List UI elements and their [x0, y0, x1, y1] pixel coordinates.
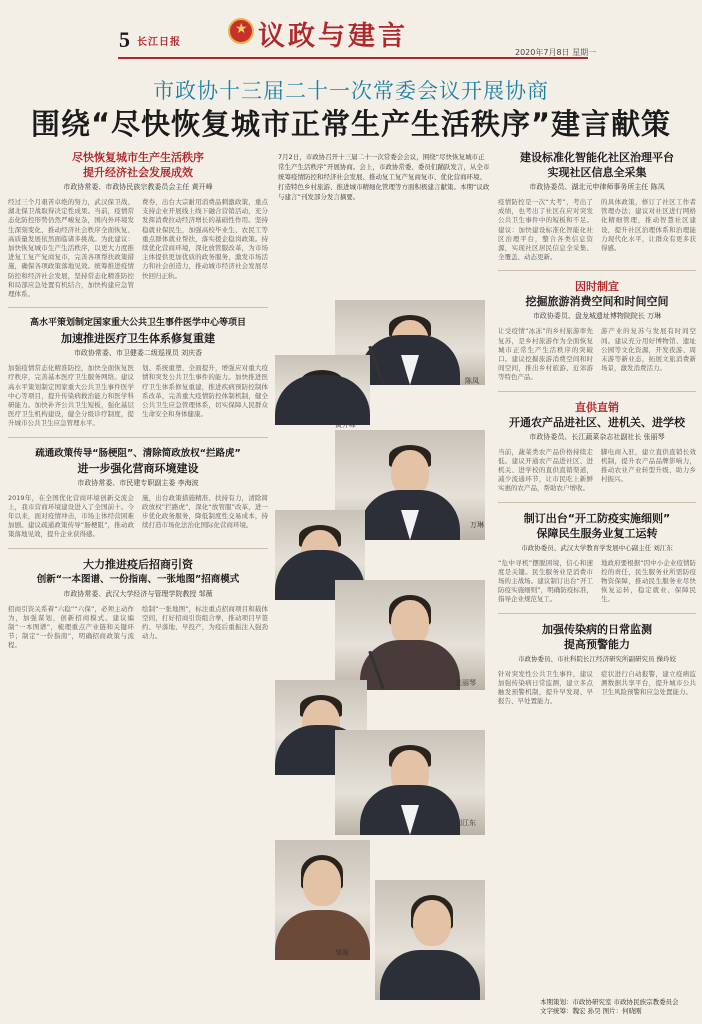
article-body: 招商引资关系着“六稳”“六保”，必须主动作为，加强谋划，创新招商模式。建议编制“一本图谱”，梳理重点产业链和关键环节；制定“一份指南”，明确招商政策与流程。 [8, 604, 134, 650]
article-body: 费券，出台大宗耐用消费品刺激政策，重点支持企业开展线上线下融合营销活动，充分发挥消费拉动经济增长的基础性作用。坚持稳就业保民生，加强高校毕业生、农民工等重点群体就业帮扶，落实援企稳岗政策。持续优化营商环境，深化放管服改革，为市场主体提供更加优质的政务服务，激发市场活力和社会创造力，推动城市经济社会发展尽快回归正轨。 [142, 198, 268, 280]
article-byline: 市政协常委、市卫健委二级巡视员 刘庆香 [73, 349, 203, 358]
article-body: 的具体政策，修订了社区工作者管理办法；建议对社区进行网格化精细管理，推动智慧社区建设，提升社区治理体系和治理能力现代化水平，让群众有更多获得感。 [601, 198, 696, 253]
article-body: 症状进行自动报警，建立疫病监测数据共享平台，提升城市公共卫生风险预警和应急处置能力。 [601, 669, 696, 697]
article-byline: 市政协委员、湖北元申律师事务所主任 陈凤 [529, 183, 665, 191]
article-byline: 市政协委员、市社科院长江经济研究所副研究员 操玲姣 [517, 654, 677, 663]
article-body: 疫情防控是一次“大考”，考出了成绩，也考出了社区在应对突发公共卫生事件中的短板和不足。建议：加快建设标准化智能化社区治理平台，整合各类信息资源，实现社区居民信息全采集、全覆盖、动态更新。 [498, 198, 593, 262]
photo-caption: 操玲姣 [443, 991, 464, 999]
article-community-platform [498, 150, 696, 262]
masthead-rule [118, 57, 588, 59]
article-byline: 市政协委员、长江蔬菜杂志社副社长 张丽琴 [529, 432, 665, 441]
intro-text: 7月2日，市政协召开十三届二十一次常委会会议，围绕“尽快恢复城市正常生产生活秩序”开展协商。会上，市政协常委、委员们踊跃发言，从全市统筹疫情防控和经济社会发展、推动复工复产复商复市、优化营商环境、打造特色乡村旅游、推进城市精细化管理等方面积极建言献策。本期“议政与建言”刊发部分发言摘要。 [278, 153, 490, 201]
article-disease-monitoring [498, 622, 696, 707]
cppcc-emblem-icon [228, 18, 254, 44]
article-body: 当前，蔬菜类农产品价格持续走低。建议开通农产品进社区、进机关、进学校的直供直销渠道，减少流通环节，让市民吃上新鲜实惠的农产品，帮助农户增收。 [498, 447, 593, 493]
article-title: 大力推进疫后招商引资 [83, 557, 193, 571]
article-body: “危中寻机”摆脱困境，信心和速度是关键。民生服务业是消费市场的主战场。建议制订出台“开工防疫实施细则”，明确防疫标准，指导企业规范复工。 [498, 558, 593, 604]
article-title: 因时制宜 [575, 280, 619, 294]
left-column [8, 150, 268, 651]
article-body: 地政府要根据“因中小企业疫情防控的责任，民生服务业所需防疫物资保障，推动民生服务业尽快恢复运转，稳定就业、保障民生。 [601, 558, 696, 604]
article-recovery [8, 150, 268, 299]
portrait-photo [275, 840, 370, 960]
credits-footer [540, 998, 700, 1016]
article-health-center [8, 316, 268, 428]
article-body: 经过三个月艰苦卓绝的努力，武汉保卫战、湖北保卫战取得决定性成果。当前，疫情常态化防控形势仍然严峻复杂，国内外环境发生深刻变化，推动经济社会秩序全面恢复、高质量发展依然面临诸多挑战。为此建议：加快恢复城市生产生活秩序，以更大力度推进复工复产复商复市，完善各项帮扶政策措施，确保各项政策落地见效。统筹推进疫情防控和经济社会发展，坚持常态化精准防控和局部应急处置有机结合，加快构建应急管理体系。 [8, 198, 134, 299]
photo-caption: 张丽琴 [455, 679, 476, 687]
credits-line: 本期策划：市政协研究室 市政协民族宗教委员会 [540, 998, 679, 1006]
headline: 围绕“尽快恢复城市正常生产生活秩序”建言献策 [30, 107, 672, 141]
article-title: 加速推进医疗卫生体系修复重建 [61, 332, 215, 346]
photo-caption: 邹薇 [335, 949, 349, 957]
article-body: 绘制“一张地图”，标注重点招商项目和载体空间，打好招商引资组合拳，推动项目早签约、早落地、早投产，为疫后重振注入强劲动力。 [142, 604, 268, 641]
article-title: 建设标准化智能化社区治理平台 [520, 151, 674, 164]
article-service-reopen [498, 511, 696, 605]
article-title: 保障民生服务业复工运转 [536, 526, 658, 540]
article-tourism [498, 279, 696, 382]
article-title: 提升经济社会发展成效 [83, 166, 193, 179]
portrait-column [275, 240, 495, 1012]
divider [8, 437, 268, 438]
article-title: 提高预警能力 [564, 637, 630, 651]
article-title: 制订出台“开工防疫实施细则” [523, 511, 671, 525]
article-body: 脚电商入驻，建立直供直销长效机制，提升农产品品牌影响力，推动农业产业转型升级，助力乡村振兴。 [601, 447, 696, 484]
article-body: 游产业的复苏与发展有时间空间。建议充分用好博物馆、遗址公园等文化资源，开发夜游、周末游等新业态，拓展文旅消费新场景，激发消费活力。 [601, 327, 696, 373]
article-direct-supply [498, 400, 696, 494]
article-title: 加强传染病的日常监测 [542, 622, 652, 636]
page-number: 5 [119, 27, 130, 52]
kicker: 市政协十三届二十一次常委会议开展协商 [153, 79, 549, 103]
article-byline: 市政协委员、武汉大学教育学发展中心副主任 刘江东 [521, 543, 673, 552]
portrait-photo [335, 580, 485, 690]
article-body: 让受疫情“冰冻”的乡村旅游率先复苏，是乡村旅游作为全面恢复城市正常生产生活秩序的突破口。建议挖掘旅游消费空间和时间空间，推出乡村旅游、近郊游等特色产品。 [498, 327, 593, 382]
article-body: 2019年，在全国优化营商环境创新交流会上，我市营商环境建设进入了全国前十。今年以来，面对疫情冲击，市场主体经营困难加剧。建议疏通政策传导“肠梗阻”，推动政策落地见效，提升企业获得感。 [8, 493, 134, 539]
divider [498, 613, 696, 614]
article-body: 施，出台政策措施精准、扶持有力，清除简政放权“拦路虎”，深化“放管服”改革，进一步优化政务服务，降低制度性交易成本，持续打造市场化法治化国际化营商环境。 [142, 493, 268, 530]
article-title: 高水平策划制定国家重大公共卫生事件医学中心等项目 [29, 318, 246, 329]
article-title: 创新“一本图谱、一份指南、一张地图”招商模式 [36, 573, 240, 585]
portrait-photo [375, 880, 485, 1000]
photo-caption: 陈凤 [465, 377, 479, 385]
article-byline: 市政协委员、盘龙城遗址博物院院长 万琳 [532, 312, 662, 321]
photo-caption: 黄开峰 [335, 421, 356, 429]
article-byline: 市政协常委、市政协民族宗教委员会主任 黄开峰 [63, 183, 213, 191]
divider [498, 270, 696, 271]
date-line: 2020年7月8日 星期一 [515, 48, 597, 57]
article-business-env [8, 446, 268, 540]
article-body: 划、系统重塑、全面提升，增强应对重大疫情和突发公共卫生事件的能力。加快推进医疗卫生体系修复重建，推进疾病预防控制体系改革，完善重大疫情防控体制机制，健全公共卫生应急管理体系，切实保障人民群众生命安全和身体健康。 [142, 364, 268, 419]
article-body: 针对突发性公共卫生事件，建议加强传染病日常监测，建立多点触发预警机制，提升早发现、早报告、早处置能力。 [498, 669, 593, 706]
divider [8, 307, 268, 308]
paper-name: 长江日报 [137, 37, 181, 48]
divider [8, 548, 268, 549]
article-body: 加强疫情常态化精准防控，加快全面恢复医疗秩序，完善基本医疗卫生服务网络。建议高水平策划制定国家重大公共卫生事件医学中心等项目，提升传染病救治能力和医学科研能力。加快补齐公共卫生短板，强化基层医疗卫生机构建设，健全分级诊疗制度，提升城市公共卫生应急管理水平。 [8, 364, 134, 428]
credits-line: 文字统筹：魏宏 孙昊 图片：何晓刚 [540, 1007, 642, 1015]
divider [498, 391, 696, 392]
article-title: 直供直销 [575, 400, 619, 414]
section-title: 议政与建言 [258, 21, 408, 52]
photo-caption: 万琳 [470, 521, 484, 529]
article-byline: 市政协常委、市民建专职副主委 李海波 [77, 478, 199, 487]
article-title: 开通农产品进社区、进机关、进学校 [509, 415, 685, 429]
article-byline: 市政协常委、武汉大学经济与管理学院教授 邹薇 [63, 589, 213, 598]
article-title: 实现社区信息全采集 [547, 166, 647, 179]
right-column [498, 150, 696, 706]
divider [498, 502, 696, 503]
portrait-photo [275, 355, 370, 425]
article-title: 疏通政策传导“肠梗阻”、清除简政放权“拦路虎” [35, 447, 241, 459]
masthead [0, 0, 702, 62]
article-title: 进一步强化营商环境建设 [77, 461, 199, 475]
photo-caption: 刘江东 [455, 819, 476, 827]
article-title: 挖掘旅游消费空间和时间空间 [525, 295, 669, 309]
article-title: 尽快恢复城市生产生活秩序 [72, 151, 204, 164]
article-investment [8, 557, 268, 651]
